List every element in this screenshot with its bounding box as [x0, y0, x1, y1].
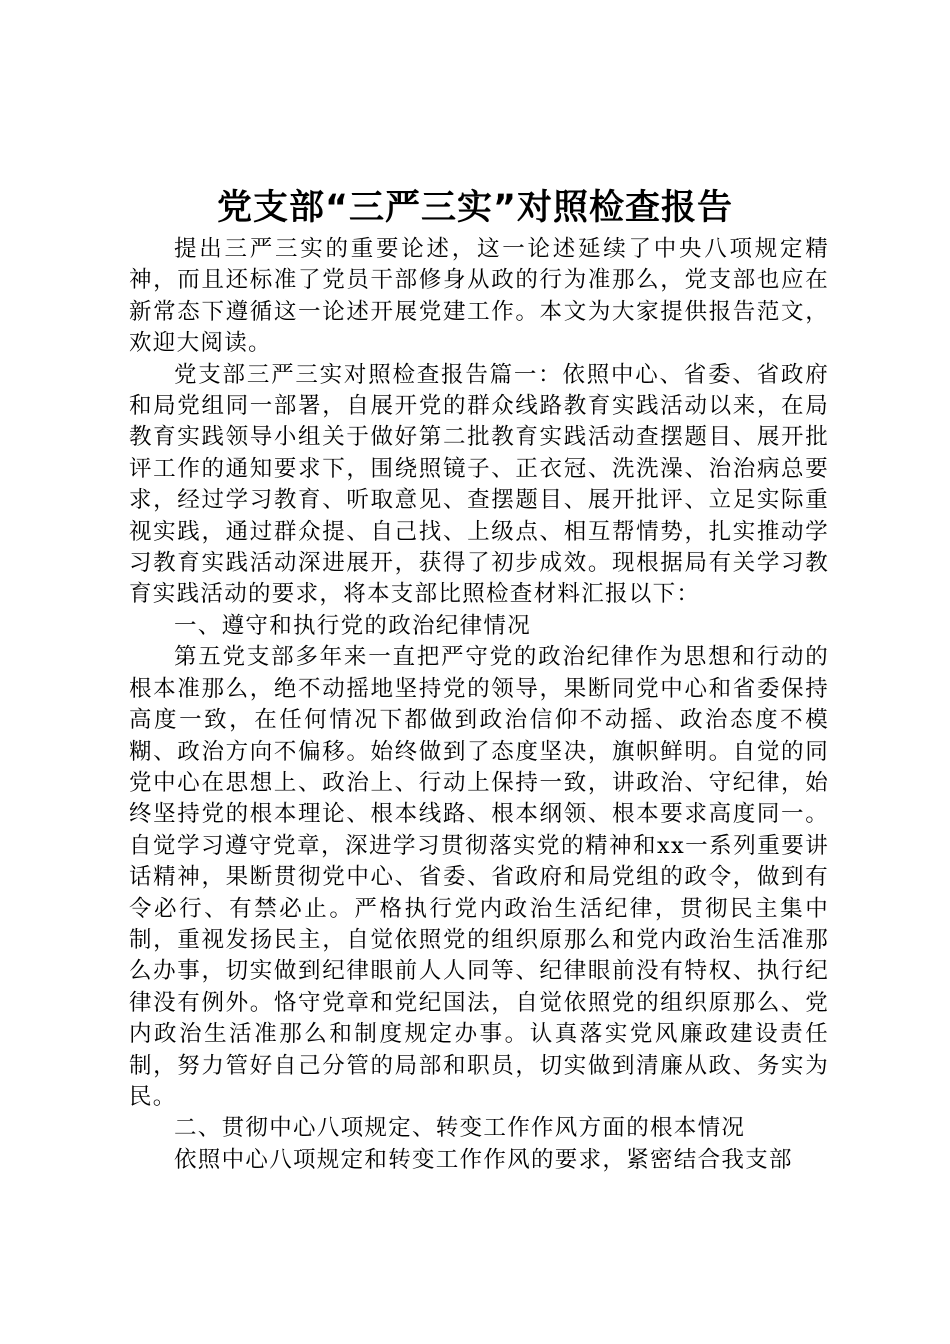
section-2-paragraph: 依照中心八项规定和转变工作作风的要求，紧密结合我支部 [174, 1146, 793, 1173]
section-heading-1: 一、遵守和执行党的政治纪律情况 [174, 612, 532, 639]
section-heading-2: 二、贯彻中心八项规定、转变工作作风方面的根本情况 [174, 1115, 746, 1142]
document-title: 党支部“三严三实”对照检查报告 [216, 188, 733, 228]
intro-paragraph: 提出三严三实的重要论述，这一论述延续了中央八项规定精神，而且还标准了党员干部修身从政的行为准那么，党支部也应在新常态下遵循这一论述开展党建工作。本文为大家提供报告范文，欢迎大阅读。 [129, 236, 829, 357]
report-paragraph: 党支部三严三实对照检查报告篇一：依照中心、省委、省政府和局党组同一部署，自展开党的群众线路教育实践活动以来，在局教育实践领导小组关于做好第二批教育实践活动查摆题目、展开批评工作的通知要求下，围绕照镜子、正衣冠、洗洗澡、治治病总要求，经过学习教育、听取意见、查摆题目、展开批评、立足实际重视实践，通过群众提、自己找、上级点、相互帮情势，扎实推动学习教育实践活动深进展开，获得了初步成效。现根据局有关学习教育实践活动的要求，将本支部比照检查材料汇报以下： [129, 361, 829, 608]
document-body [129, 234, 829, 1176]
section-1-paragraph: 第五党支部多年来一直把严守党的政治纪律作为思想和行动的根本准那么，绝不动摇地坚持党的领导，果断同党中心和省委保持高度一致，在任何情况下都做到政治信仰不动摇、政治态度不模糊、政治方向不偏移。始终做到了态度坚决，旗帜鲜明。自觉的同党中心在思想上、政治上、行动上保持一致，讲政治、守纪律，始终坚持党的根本理论、根本线路、根本纲领、根本要求高度同一。自觉学习遵守党章，深进学习贯彻落实党的精神和xx一系列重要讲话精神，果断贯彻党中心、省委、省政府和局党组的政令，做到有令必行、有禁必止。严格执行党内政治生活纪律，贯彻民主集中制，重视发扬民主，自觉依照党的组织原那么和党内政治生活准那么办事，切实做到纪律眼前人人同等、纪律眼前没有特权、执行纪律没有例外。恪守党章和党纪国法，自觉依照党的组织原那么、党内政治生活准那么和制度规定办事。认真落实党风廉政建设责任制，努力管好自己分管的局部和职员，切实做到清廉从政、务实为民。 [129, 644, 829, 1110]
